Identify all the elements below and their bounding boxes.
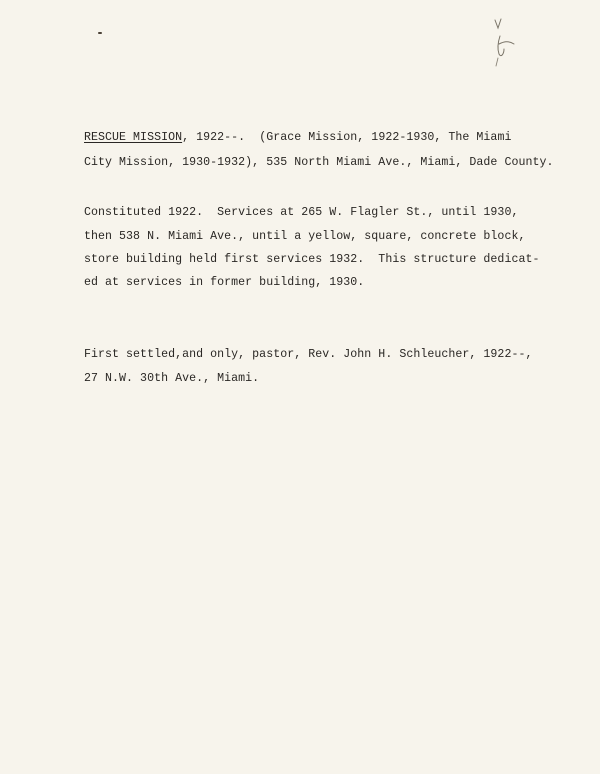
paragraph-1-line-1	[84, 131, 511, 144]
paragraph-3-line-1: First settled,and only, pastor, Rev. John H. Schleucher, 1922--,	[84, 348, 533, 361]
paragraph-1-line-2: City Mission, 1930-1932), 535 North Miami Ave., Miami, Dade County.	[84, 156, 554, 169]
document-title: RESCUE MISSION	[84, 131, 183, 144]
paragraph-1-line-1-text: , 1922--. (Grace Mission, 1922-1930, The Miami	[182, 131, 512, 144]
ink-speck	[98, 32, 102, 34]
paragraph-2-line-1: Constituted 1922. Services at 265 W. Flagler St., until 1930,	[84, 206, 519, 219]
paragraph-2-line-3: store building held first services 1932. This structure dedicat-	[84, 253, 540, 266]
paragraph-2-line-4: ed at services in former building, 1930.	[84, 276, 365, 289]
paragraph-2-line-2: then 538 N. Miami Ave., until a yellow, square, concrete block,	[84, 230, 526, 243]
paragraph-3-line-2: 27 N.W. 30th Ave., Miami.	[84, 372, 260, 385]
handwritten-check-mark	[486, 14, 520, 74]
